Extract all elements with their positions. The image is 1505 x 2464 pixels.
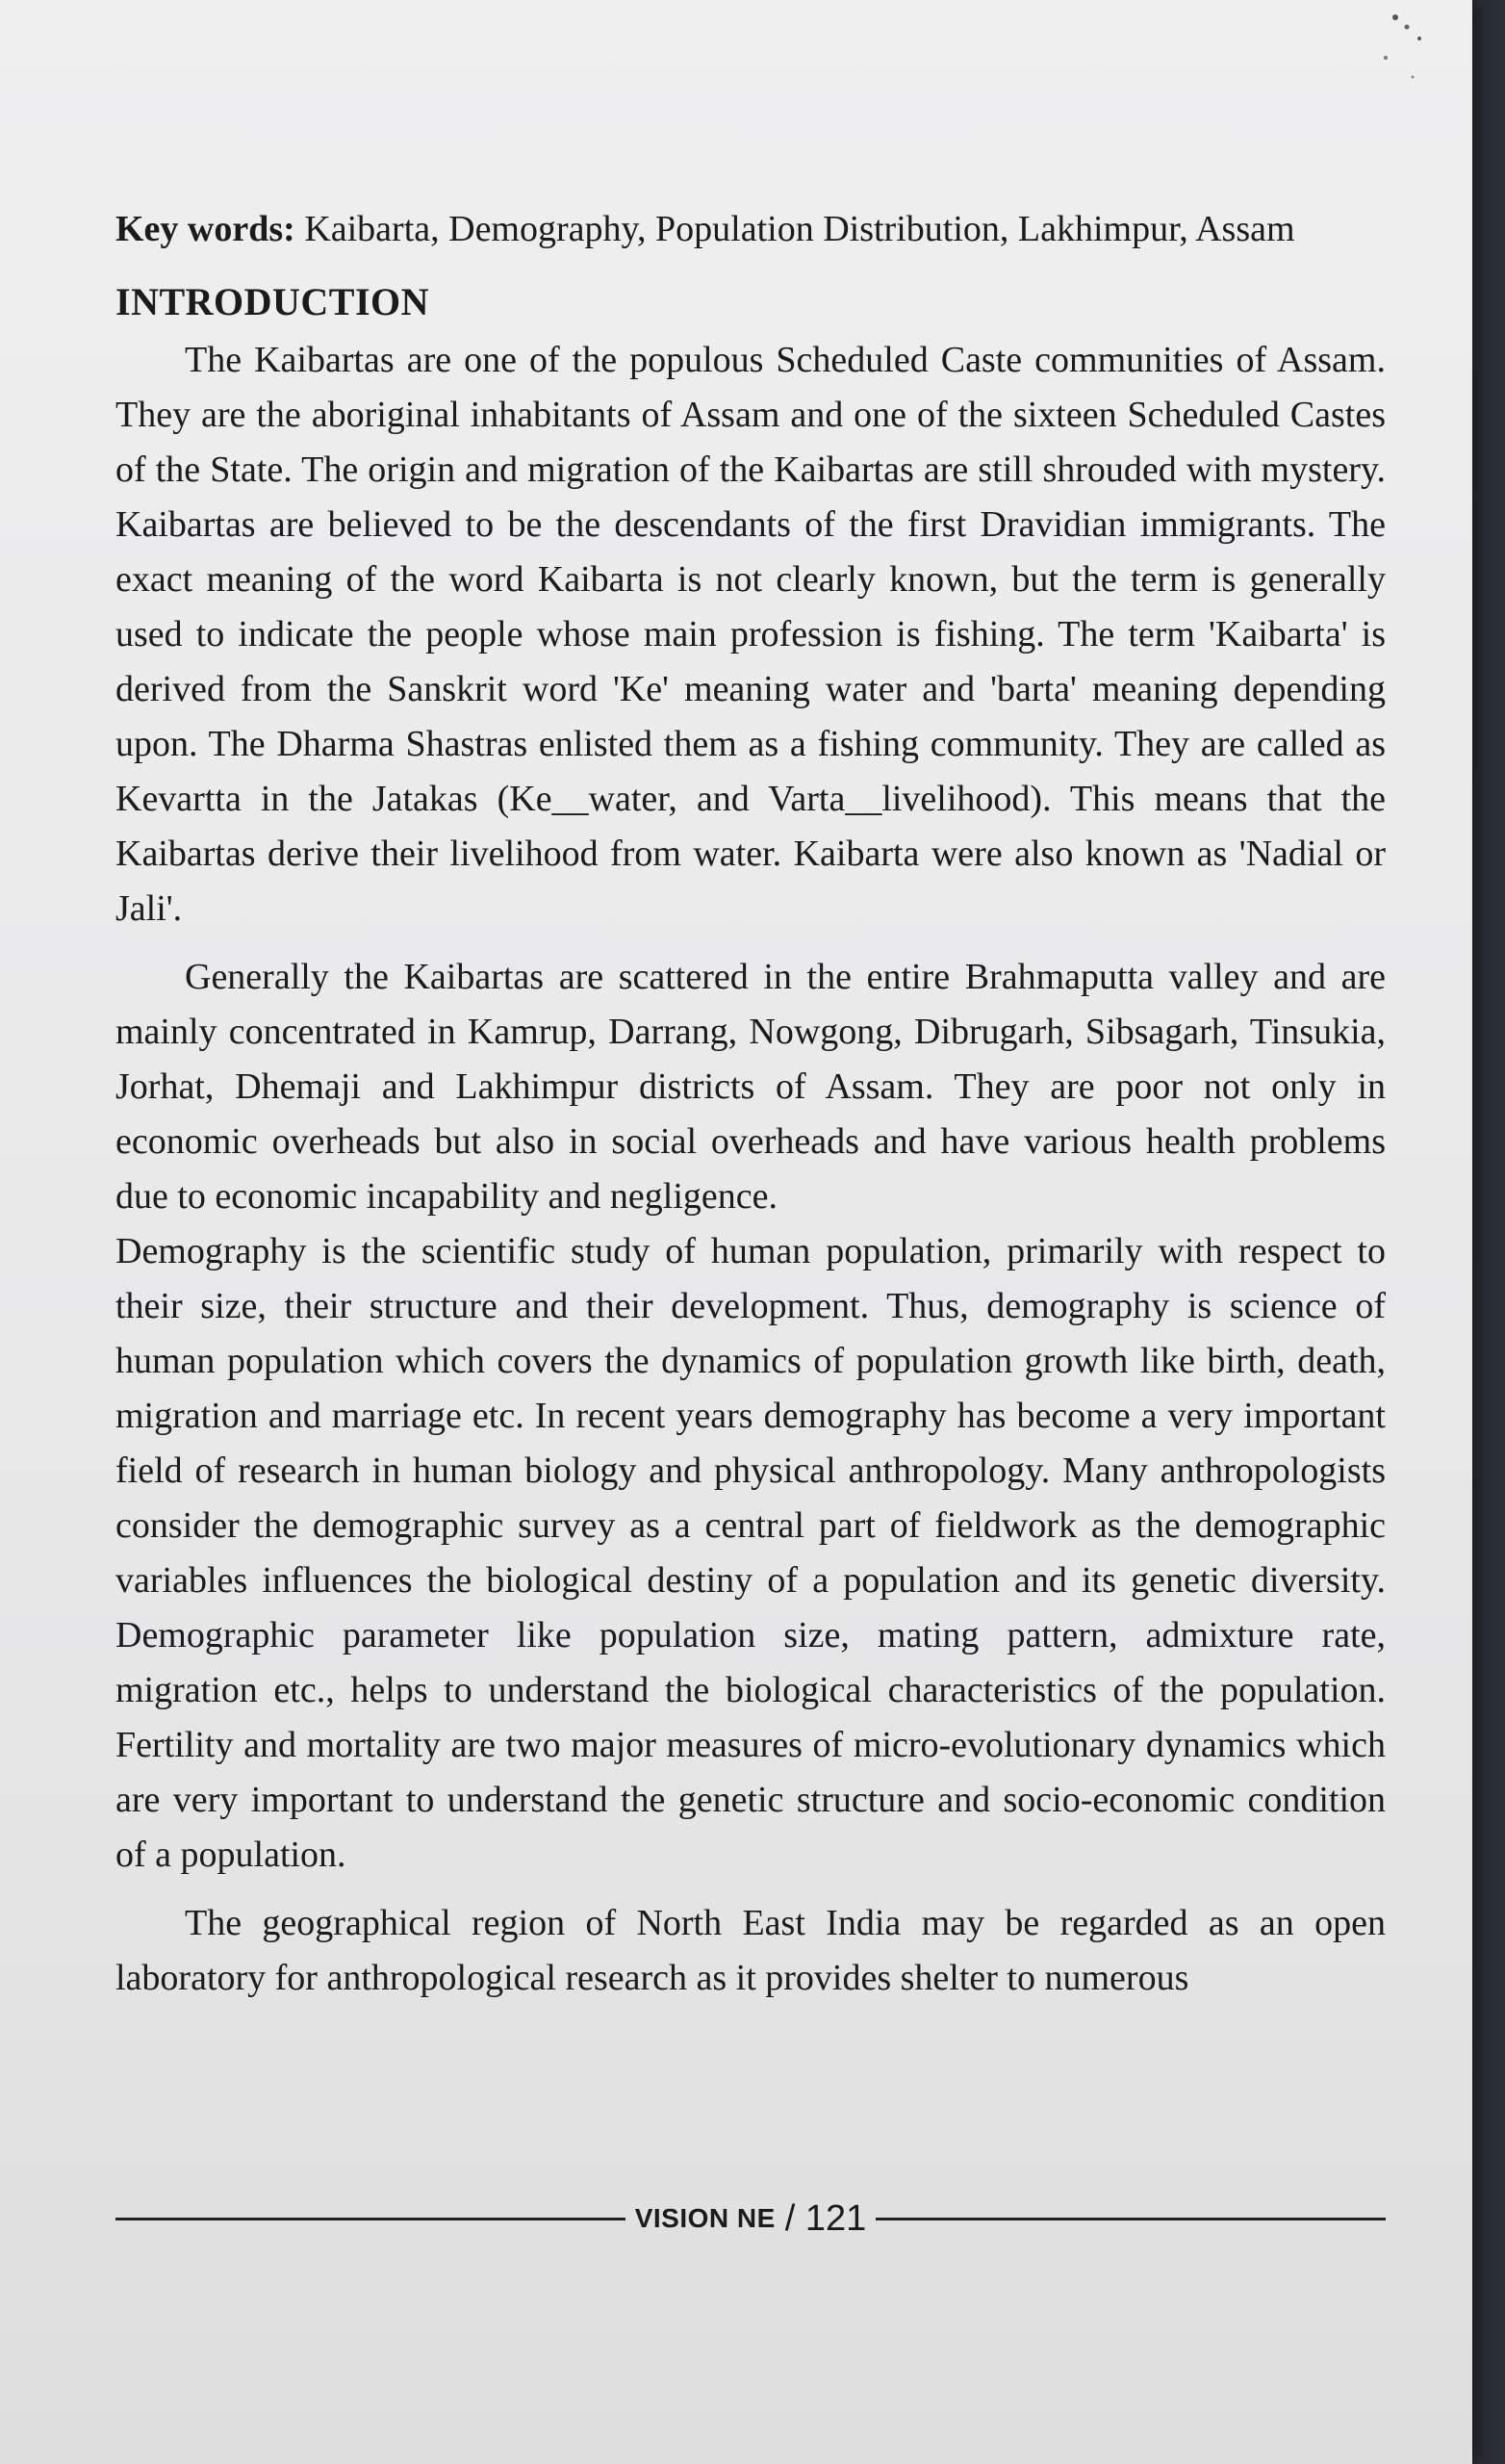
paragraph-4: The geographical region of North East India may be regarded as an open laboratory for anthropological research as it provides shelter to numerous xyxy=(115,1903,1386,1998)
paragraph-3: Demography is the scientific study of human population, primarily with respect to their size, their structure and their development. Thus, demography is science of human population which covers the dynamics of population growth like birth, death, migration and marriage etc. In recent years demography has become a very important field of research in human biology and physical anthropology. Many anthropologists consider the demographic survey as a central part of fieldwork as the demographic variables influences the biological destiny of a population and its genetic diversity. Demographic parameter like population size, mating pattern, admixture rate, migration etc., helps to understand the biological characteristics of the population. Fertility and mortality are two major measures of micro-evolutionary dynamics which are very important to understand the genetic structure and socio-economic condition of a population. xyxy=(115,1231,1386,1875)
keywords-line xyxy=(115,202,1386,257)
ink-specks xyxy=(1328,10,1434,96)
page-body xyxy=(115,202,1386,2006)
section-heading-introduction: INTRODUCTION xyxy=(115,280,430,323)
footer-page-number: / 121 xyxy=(784,2197,867,2239)
footer-journal-name: VISION NE xyxy=(634,2203,776,2233)
paragraph-2: Generally the Kaibartas are scattered in the entire Brahmaputta valley and are mainly concentrated in Kamrup, Darrang, Nowgong, Dibrugarh, Sibsagarh, Tinsukia, Jorhat, Dhemaji and Lakhimpur districts of Assam. They are poor not only in economic overheads but also in social overheads and have various health problems due to economic incapability and negligence. xyxy=(115,957,1386,1217)
page-footer xyxy=(115,2194,1386,2243)
footer-rule-left xyxy=(115,2218,625,2220)
keywords-text: Kaibarta, Demography, Population Distribution, Lakhimpur, Assam xyxy=(294,209,1295,249)
paragraph-1: The Kaibartas are one of the populous Scheduled Caste communities of Assam. They are the aboriginal inhabitants of Assam and one of the sixteen Scheduled Castes of the State. The origin and migration of the Kaibartas are still shrouded with mystery. Kaibartas are believed to be the descendants of the first Dravidian immigrants. The exact meaning of the word Kaibarta is not clearly known, but the term is generally used to indicate the people whose main profession is fishing. The term 'Kaibarta' is derived from the Sanskrit word 'Ke' meaning water and 'barta' meaning depending upon. The Dharma Shastras enlisted them as a fishing community. They are called as Kevartta in the Jatakas (Ke__water, and Varta__livelihood). This means that the Kaibartas derive their livelihood from water. Kaibarta were also known as 'Nadial or Jali'. xyxy=(115,340,1386,929)
keywords-label: Key words: xyxy=(115,209,295,249)
footer-rule-right xyxy=(876,2218,1386,2220)
